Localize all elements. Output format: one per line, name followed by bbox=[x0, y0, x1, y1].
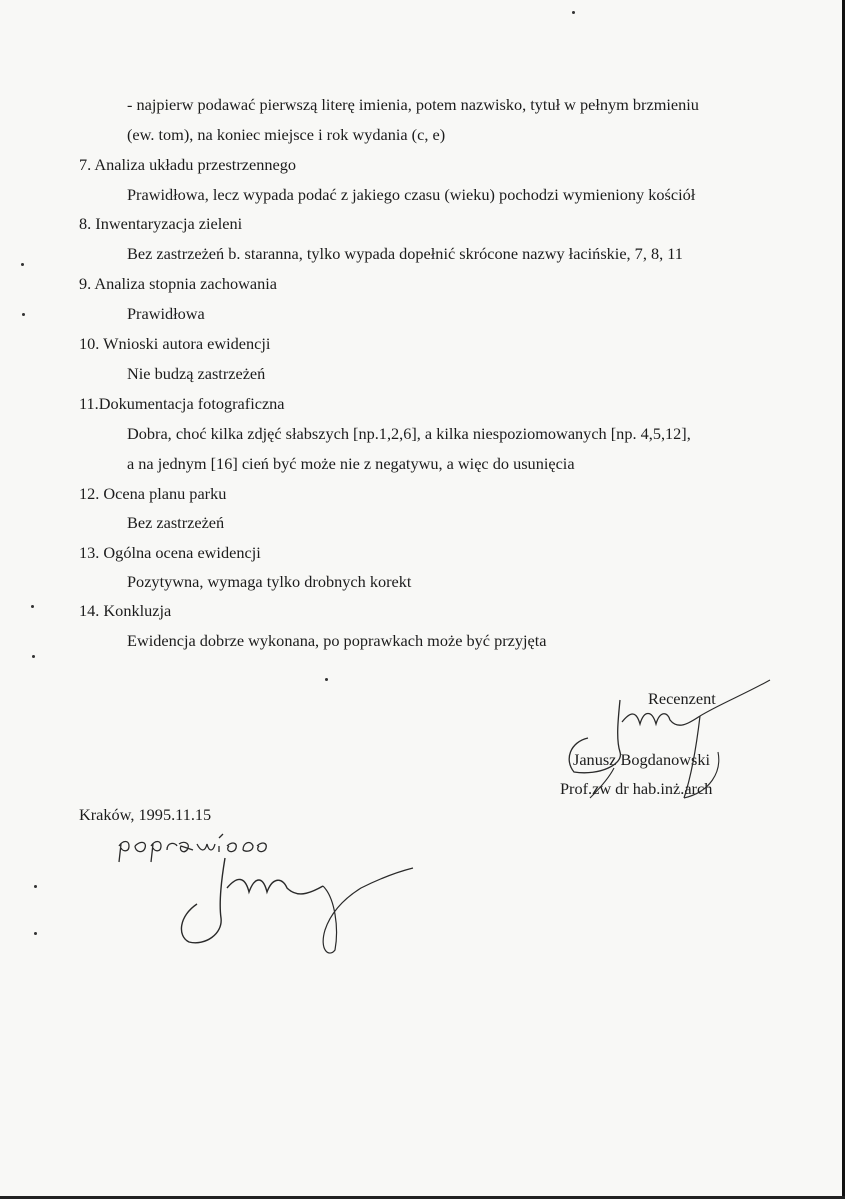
signature-icon bbox=[175, 858, 415, 958]
text-line: Ewidencja dobrze wykonana, po poprawkach może być przyjęta bbox=[127, 631, 547, 650]
text-line: (ew. tom), na koniec miejsce i rok wydania (c, e) bbox=[127, 125, 446, 144]
reviewer-title: Prof.zw dr hab.inż.arch bbox=[560, 779, 713, 798]
text-line: Prawidłowa bbox=[127, 304, 205, 323]
section-heading: 10. Wnioski autora ewidencji bbox=[79, 334, 271, 353]
text-line: Prawidłowa, lecz wypada podać z jakiego czasu (wieku) pochodzi wymieniony kościół bbox=[127, 185, 696, 204]
text-line: Bez zastrzeżeń b. staranna, tylko wypada dopełnić skrócone nazwy łacińskie, 7, 8, 11 bbox=[127, 244, 683, 263]
place-date: Kraków, 1995.11.15 bbox=[79, 805, 212, 824]
section-heading: 14. Konkluzja bbox=[79, 601, 172, 620]
scan-speck bbox=[22, 313, 25, 316]
text-line: a na jednym [16] cień być może nie z negatywu, a więc do usunięcia bbox=[127, 454, 575, 473]
scan-speck bbox=[572, 11, 575, 14]
text-line: Dobra, choć kilka zdjęć słabszych [np.1,2,6], a kilka niespoziomowanych [np. 4,5,12], bbox=[127, 424, 691, 443]
reviewer-role: Recenzent bbox=[648, 689, 716, 708]
scan-speck bbox=[31, 605, 34, 608]
scan-speck bbox=[21, 263, 24, 266]
text-line: Nie budzą zastrzeżeń bbox=[127, 364, 266, 383]
section-heading: 8. Inwentaryzacja zieleni bbox=[79, 214, 243, 233]
signature-reviewer-icon bbox=[560, 680, 775, 800]
section-heading: 11.Dokumentacja fotograficzna bbox=[79, 394, 285, 413]
scan-speck bbox=[34, 932, 37, 935]
text-line: Pozytywna, wymaga tylko drobnych korekt bbox=[127, 572, 412, 591]
scan-speck bbox=[325, 678, 328, 681]
scan-speck bbox=[34, 885, 37, 888]
section-heading: 9. Analiza stopnia zachowania bbox=[79, 274, 278, 293]
section-heading: 7. Analiza układu przestrzennego bbox=[79, 155, 296, 174]
scan-speck bbox=[32, 655, 35, 658]
text-line: Bez zastrzeżeń bbox=[127, 513, 225, 532]
text-line: - najpierw podawać pierwszą literę imienia, potem nazwisko, tytuł w pełnym brzmieniu bbox=[127, 95, 699, 114]
section-heading: 13. Ogólna ocena ewidencji bbox=[79, 543, 261, 562]
reviewer-name: Janusz Bogdanowski bbox=[573, 750, 711, 769]
section-heading: 12. Ocena planu parku bbox=[79, 484, 227, 503]
